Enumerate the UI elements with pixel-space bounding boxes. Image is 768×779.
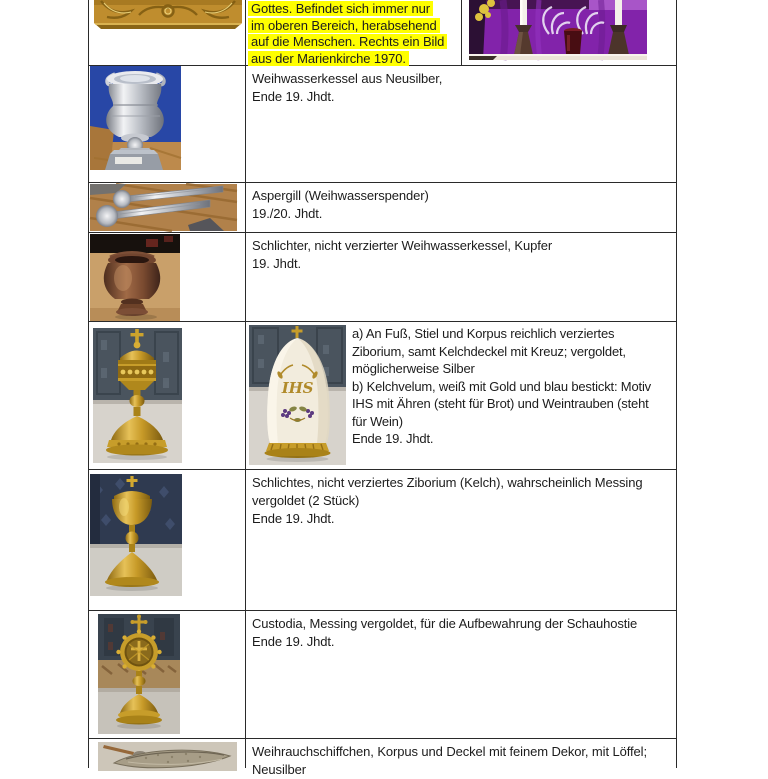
ornate-gold-ziborium-photo — [93, 328, 182, 463]
purple-altar-cloth-photo — [469, 0, 647, 60]
photo-cell — [89, 611, 246, 738]
description-line: b) Kelchvelum, weiß mit Gold und blau bestickt: Motiv — [352, 378, 651, 394]
photo-cell — [89, 183, 246, 232]
description-line: Ende 19. Jhdt. — [352, 431, 434, 446]
plain-gold-ziborium-photo — [90, 474, 182, 596]
description-cell — [246, 739, 676, 777]
description-cell — [246, 322, 676, 469]
table-row-weihwasserkessel-neusilber — [89, 66, 676, 183]
table-row-ziborium-velum — [89, 322, 676, 470]
highlighted-line: im oberen Bereich, herabsehend — [248, 18, 457, 35]
table-row-weihwasserkessel-kupfer — [89, 233, 676, 322]
description-line: 19. Jhdt. — [252, 256, 301, 271]
description-line: Schlichter, nicht verzierter Weihwasserkessel, Kupfer — [252, 238, 553, 253]
photo-cell — [462, 0, 676, 65]
highlighted-line: aus der Marienkirche 1970. — [248, 51, 457, 68]
highlighted-line: Gottes. Befindet sich immer nur — [248, 1, 457, 18]
description-cell — [246, 66, 676, 182]
aspergill-sprinkler-photo — [90, 184, 237, 231]
photo-cell — [89, 233, 246, 321]
photo-cell — [89, 0, 246, 65]
highlighted-line: auf die Menschen. Rechts ein Bild — [248, 34, 457, 51]
description-cell — [246, 233, 676, 321]
description-line: Schlichtes, nicht verziertes Ziborium (Kelch), wahrscheinlich Messing — [252, 475, 643, 490]
highlighted-note-cell — [246, 0, 462, 65]
silver-holy-water-kettle-photo — [90, 66, 181, 170]
photo-cell — [89, 739, 246, 768]
description-line: Weihrauchschiffchen, Korpus und Deckel mit feinem Dekor, mit Löffel; — [252, 744, 647, 759]
description-line: Custodia, Messing vergoldet, für die Aufbewahrung der Schauhostie — [252, 616, 638, 631]
description-cell — [246, 470, 676, 610]
incense-boat-photo — [98, 742, 237, 771]
table-row-aspergill — [89, 183, 676, 233]
description-line: 19./20. Jhdt. — [252, 206, 323, 221]
description-line: IHS mit Ähren (steht für Brot) und Weintrauben (steht — [352, 396, 649, 411]
description-cell — [246, 183, 676, 232]
copper-holy-water-kettle-photo — [90, 234, 180, 321]
description-line: Aspergill (Weihwasserspender) — [252, 188, 429, 203]
gold-carved-altar-relief-photo — [94, 0, 242, 30]
inventory-table — [88, 0, 677, 777]
table-row-weihrauchschiffchen — [89, 739, 676, 777]
description-line: Ende 19. Jhdt. — [252, 634, 335, 649]
custodia-photo — [98, 614, 180, 734]
table-row-schlichtes-ziborium — [89, 470, 676, 611]
photo-cell — [89, 322, 246, 469]
description-line: für Wein) — [352, 413, 403, 429]
description-line: Ende 19. Jhdt. — [252, 511, 335, 526]
kelchvelum-photo — [249, 325, 346, 465]
description-line: möglicherweise Silber — [352, 361, 475, 376]
description-line: vergoldet (2 Stück) — [252, 493, 360, 508]
svg-text:IHS: IHS — [281, 379, 314, 397]
description-line: Weihwasserkessel aus Neusilber, — [252, 71, 443, 86]
description-line: Ziborium, samt Kelchdeckel mit Kreuz; vergoldet, — [352, 343, 626, 359]
table-row-marienbild — [89, 0, 676, 66]
description-cell — [246, 611, 676, 738]
photo-cell — [89, 470, 246, 610]
description-line: a) An Fuß, Stiel und Korpus reichlich verziertes — [352, 326, 615, 341]
table-row-custodia — [89, 611, 676, 739]
description-line: Ende 19. Jhdt. — [252, 89, 335, 104]
description-line: Neusilber — [252, 762, 307, 777]
photo-cell — [89, 66, 246, 182]
